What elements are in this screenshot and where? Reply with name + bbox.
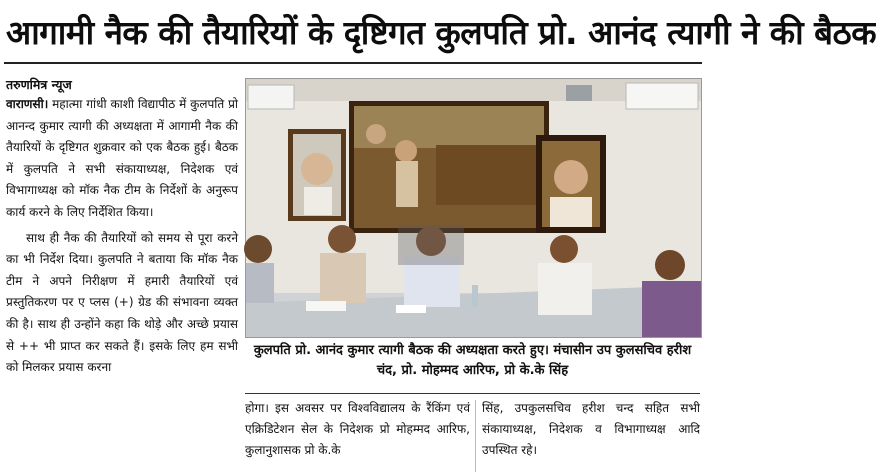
paragraph-2: साथ ही नैक की तैयारियों को समय से पूरा करने का भी निर्देश दिया। कुलपति ने बताया कि मॉक नैक टीम ने अपने निरीक्षण में हमारी तैयारियों एवं प्रस्तुतिकरण पर ए प्लस (+) ग्रेड की संभावना व्यक्त की है। साथ ही उन्होंने कहा कि थोड़े और अच्छे प्रयास से ++ भी प्राप्त कर सकते हैं। इसके लिए हम सभी को मिलकर प्रयास करना [6,230,238,375]
paragraph-1-text: महात्मा गांधी काशी विद्यापीठ में कुलपति प्रो आनन्द कुमार त्यागी की अध्यक्षता में आगामी नैक की तैयारियों के दृष्टिगत शुक्रवार को एक बैठक हुई। बैठक में कुलपति ने सभी संकायाध्यक्ष, निदेशक एवं विभागाध्यक्ष को मॉक नैक टीम के निर्देशों के अनुरूप कार्य करने के लिए निर्देशित किया। [6,97,238,219]
photo-caption: कुलपति प्रो. आनंद कुमार त्यागी बैठक की अध्यक्षता करते हुए। मंचासीन उप कुलसचिव हरीश चंद, प्रो. मोहम्मद आरिफ, प्रो के.के सिंह [253,343,692,378]
person-5-shirt [642,281,701,337]
news-photo [245,78,702,338]
right-column: सिंह, उपकुलसचिव हरीश चन्द सहित सभी संकायाध्यक्ष, निदेशक व विभागाध्यक्ष आदि उपस्थित रहे। [482,401,700,457]
person-4-shirt [538,263,592,315]
left-column [6,94,238,383]
water-bottle [472,285,478,307]
person-4-head [550,235,578,263]
paragraph-1 [6,94,238,224]
gandhi-face [301,153,333,185]
person-left-head [244,235,272,263]
gandhi-cloth [304,187,332,215]
nameplate [396,305,426,313]
meeting-photo [246,79,701,337]
column-divider [475,400,476,472]
person-2-shirt [320,253,366,303]
air-conditioner-left [248,85,294,109]
person-left-body [246,263,274,303]
papers-on-table [306,301,346,311]
person-5-head [655,250,685,280]
caption-rule [245,393,700,394]
painting-ghats [436,145,544,205]
portrait-right-coat [550,197,592,227]
painting-figure-robe [396,161,418,207]
headline: आगामी नैक की तैयारियों के दृष्टिगत कुलपति प्रो. आनंद त्यागी ने की बैठक [6,13,876,52]
dateline: वाराणसी। [6,97,49,111]
portrait-right-face [554,160,588,194]
air-conditioner-right [626,83,698,109]
middle-column: होगा। इस अवसर पर विश्वविद्यालय के रैंकिंग एवं एक्रिडिटेशन सेल के निदेशक प्रो मोहम्मद आरिफ, कुलानुशासक प्रो के.के [245,401,470,457]
byline: तरुणमित्र न्यूज [6,77,72,92]
painting-figure-2 [395,140,417,162]
vice-chancellor-chair [398,225,464,265]
person-2-head [328,225,356,253]
painting-figure-1 [366,124,386,144]
headline-rule [4,62,702,64]
wall-switchboard [566,85,592,101]
